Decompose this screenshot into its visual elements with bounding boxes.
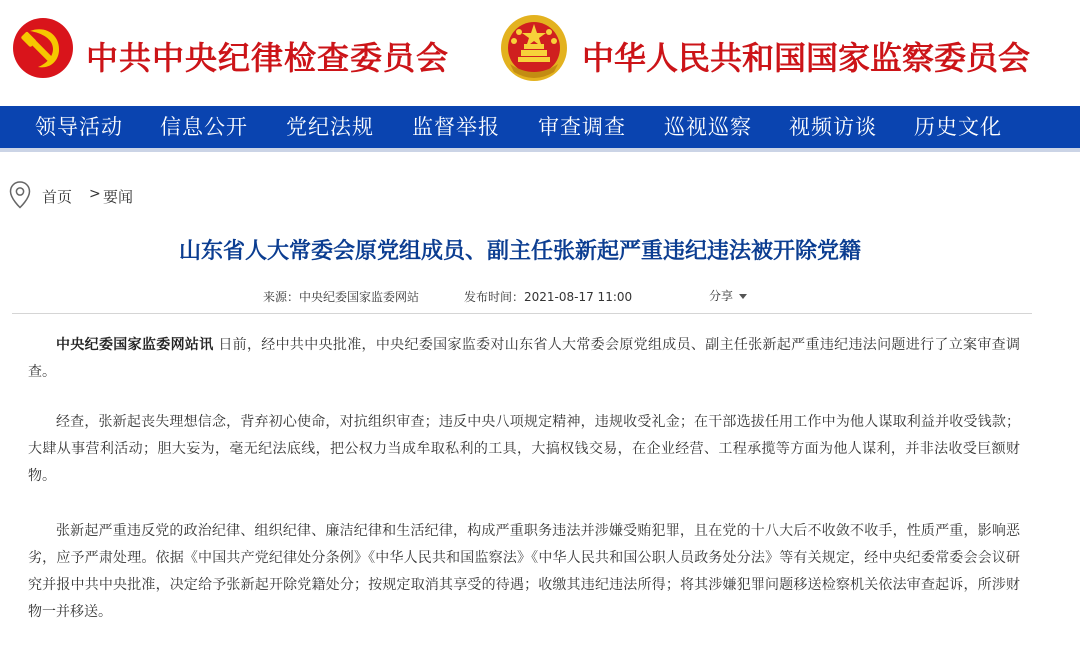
chevron-down-icon xyxy=(739,294,747,299)
site-header xyxy=(0,0,1080,106)
content-divider xyxy=(12,313,1032,314)
article-paragraph-3: 张新起严重违反党的政治纪律、组织纪律、廉洁纪律和生活纪律，构成严重职务违法并涉嫌受贿犯罪，且在党的十八大后不收敛不收手，性质严重，影响恶劣，应予严肃处理。依据《中国共产党纪律处分条例》《中华人民共和国监察法》《中华人民共和国公职人员政务处分法》等有关规定，经中央纪委常委会会议研究并报中共中央批准，决定给予张新起开除党籍处分；按规定取消其享受的待遇；收缴其违纪违法所得；将其涉嫌犯罪问题移送检察机关依法审查起诉，所涉财物一并移送。 xyxy=(28,523,1020,620)
share-label: 分享 xyxy=(709,289,734,303)
cpc-commission-title[interactable]: 中共中央纪律检查委员会 xyxy=(86,39,450,77)
article-title: 山东省人大常委会原党组成员、副主任张新起严重违纪违法被开除党籍 xyxy=(178,239,861,264)
nav-item-history[interactable]: 历史文化 xyxy=(914,115,1002,139)
nav-item-inspection[interactable]: 巡视巡察 xyxy=(664,115,752,139)
breadcrumb-home-link[interactable]: 首页 xyxy=(42,188,73,206)
breadcrumb-current-link[interactable]: 要闻 xyxy=(103,188,134,206)
share-button[interactable] xyxy=(709,287,747,304)
nav-item-supervision[interactable]: 监督举报 xyxy=(412,115,500,139)
article-paragraph-1-text: 日前，经中共中央批准，中央纪委国家监委对山东省人大常委会原党组成员、副主任张新起严重违纪违法问题进行了立案审查调查。 xyxy=(28,337,1021,380)
national-commission-title[interactable]: 中华人民共和国国家监察委员会 xyxy=(582,39,1031,77)
nav-item-regulations[interactable]: 党纪法规 xyxy=(286,115,374,139)
nav-item-video[interactable]: 视频访谈 xyxy=(789,115,877,139)
article-paragraph-1 xyxy=(28,332,1020,386)
main-nav xyxy=(0,106,1080,148)
nav-divider xyxy=(0,148,1080,152)
article-lead: 中央纪委国家监委网站讯 xyxy=(56,337,214,353)
nav-item-leadership[interactable]: 领导活动 xyxy=(35,115,123,139)
party-emblem-icon[interactable] xyxy=(12,17,74,79)
nav-item-investigation[interactable]: 审查调查 xyxy=(538,115,626,139)
national-emblem-icon[interactable] xyxy=(500,14,568,82)
nav-item-info-disclosure[interactable]: 信息公开 xyxy=(160,115,248,139)
article-publish-time: 发布时间：2021-08-17 11:00 xyxy=(464,290,633,304)
breadcrumb-separator: > xyxy=(89,186,101,202)
location-pin-icon xyxy=(9,181,31,209)
article-paragraph-2: 经查，张新起丧失理想信念，背弃初心使命，对抗组织审查；违反中央八项规定精神，违规收受礼金；在干部选拔任用工作中为他人谋取利益并收受钱款；大肆从事营利活动；胆大妄为，毫无纪法底线，把公权力当成牟取私利的工具，大搞权钱交易，在企业经营、工程承揽等方面为他人谋利，并非法收受巨额财物。 xyxy=(28,414,1020,484)
article-source: 来源：中央纪委国家监委网站 xyxy=(263,290,420,304)
